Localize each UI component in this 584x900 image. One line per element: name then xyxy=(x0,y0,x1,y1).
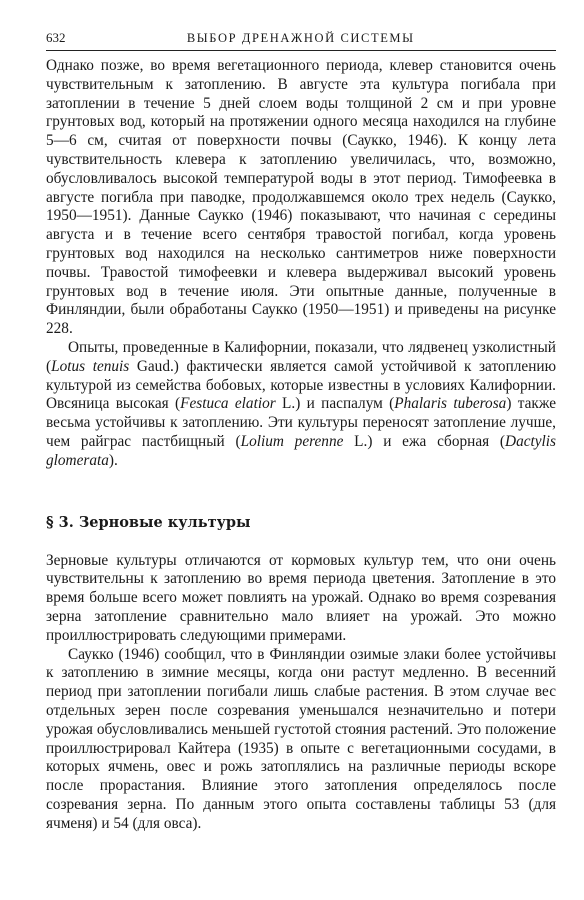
page-number: 632 xyxy=(46,30,66,45)
latin-name: Festuca elatior xyxy=(180,395,276,413)
latin-name: Dactylis glomerata xyxy=(46,432,556,469)
latin-name: Lotus tenuis xyxy=(51,357,130,375)
text-run: L.) и паспалум ( xyxy=(275,395,395,413)
text-run: ). xyxy=(108,451,118,469)
text-run: L.) и ежа сборная ( xyxy=(343,432,506,450)
paragraph-cereals: Зерновые культуры отличаются от кормовых культур тем, что они очень чувствительны к затоплению во время периода цветения. Затопление в это время больше всего может повлиять на урожай. Однако во время созревания зерна затопление сравнительно мало влияет на урожай. Это можно проиллюстрировать следующими примерами. xyxy=(46,551,556,644)
text-run: Опыты, проведенные в Калифорнии, показали, что лядвенец узколистный ( xyxy=(46,338,556,375)
text-run: ) также весьма устойчивы к затоплению. Эти культуры переносят затопление лучше, чем райграс пастбищный ( xyxy=(46,395,557,450)
latin-name: Lolium perenne xyxy=(240,432,344,450)
latin-name: Phalaris tuberosa xyxy=(394,395,507,413)
section-heading: § 3. Зерновые культуры xyxy=(46,513,251,531)
text-block-bottom xyxy=(46,552,556,834)
paragraph-clover: Однако позже, во время вегетационного периода, клевер становится очень чувствительным к затоплению. В августе эта культура погибала при затоплении в течение 5 дней слоем воды толщиной 2 см и при уровне грунтовых вод, который на протяжении одного месяца находился на глубине 5—6 см, считая от поверхности почвы (Саукко, 1946). К концу лета чувствительность клевера к затоплению увеличилась, что, возможно, обусловливалось высокой температурой воды в этот период. Тимофеевка в августе погибла при паводке, продолжавшемся около трех недель (Саукко, 1950—1951). Данные Саукко (1946) показывают, что начиная с середины августа и в течение всего сентября травостой погибал, когда уровень грунтовых вод находился на несколько сантиметров ниже поверхности почвы. Травостой тимофеевки и клевера выдерживал высокий уровень грунтовых вод в течение июля. Эти опытные данные, полученные в Финляндии, были обработаны Саукко (1950—1951) и приведены на рисунке 228. xyxy=(46,57,556,338)
running-header xyxy=(46,30,556,51)
text-block-top xyxy=(46,57,556,471)
text-run: Gaud.) фактически является самой устойчивой к затоплению культурой из семейства бобовых, которые известны в условиях Калифорнии. Овсяница высокая ( xyxy=(46,357,556,413)
paragraph-california xyxy=(46,339,556,471)
running-title: ВЫБОР ДРЕНАЖНОЙ СИСТЕМЫ xyxy=(186,31,415,45)
paragraph-saukko: Саукко (1946) сообщил, что в Финляндии озимые злаки более устойчивы к затоплению в зимние месяцы, когда они растут медленно. В весенний период при затоплении погибали лишь слабые растения. В этом случае вес отдельных зерен после созревания уменьшался незначительно и потери урожая обусловливались меньшей густотой стояния растений. Это положение проиллюстрировал Кайтера (1935) в опыте с вегетационными сосудами, в которых ячмень, овес и рожь затоплялись на различные периоды вскоре после прорастания. Влияние этого затопления определялось после созревания зерна. По данным этого опыта составлены таблицы 53 (для ячменя) и 54 (для овса). xyxy=(46,645,556,832)
